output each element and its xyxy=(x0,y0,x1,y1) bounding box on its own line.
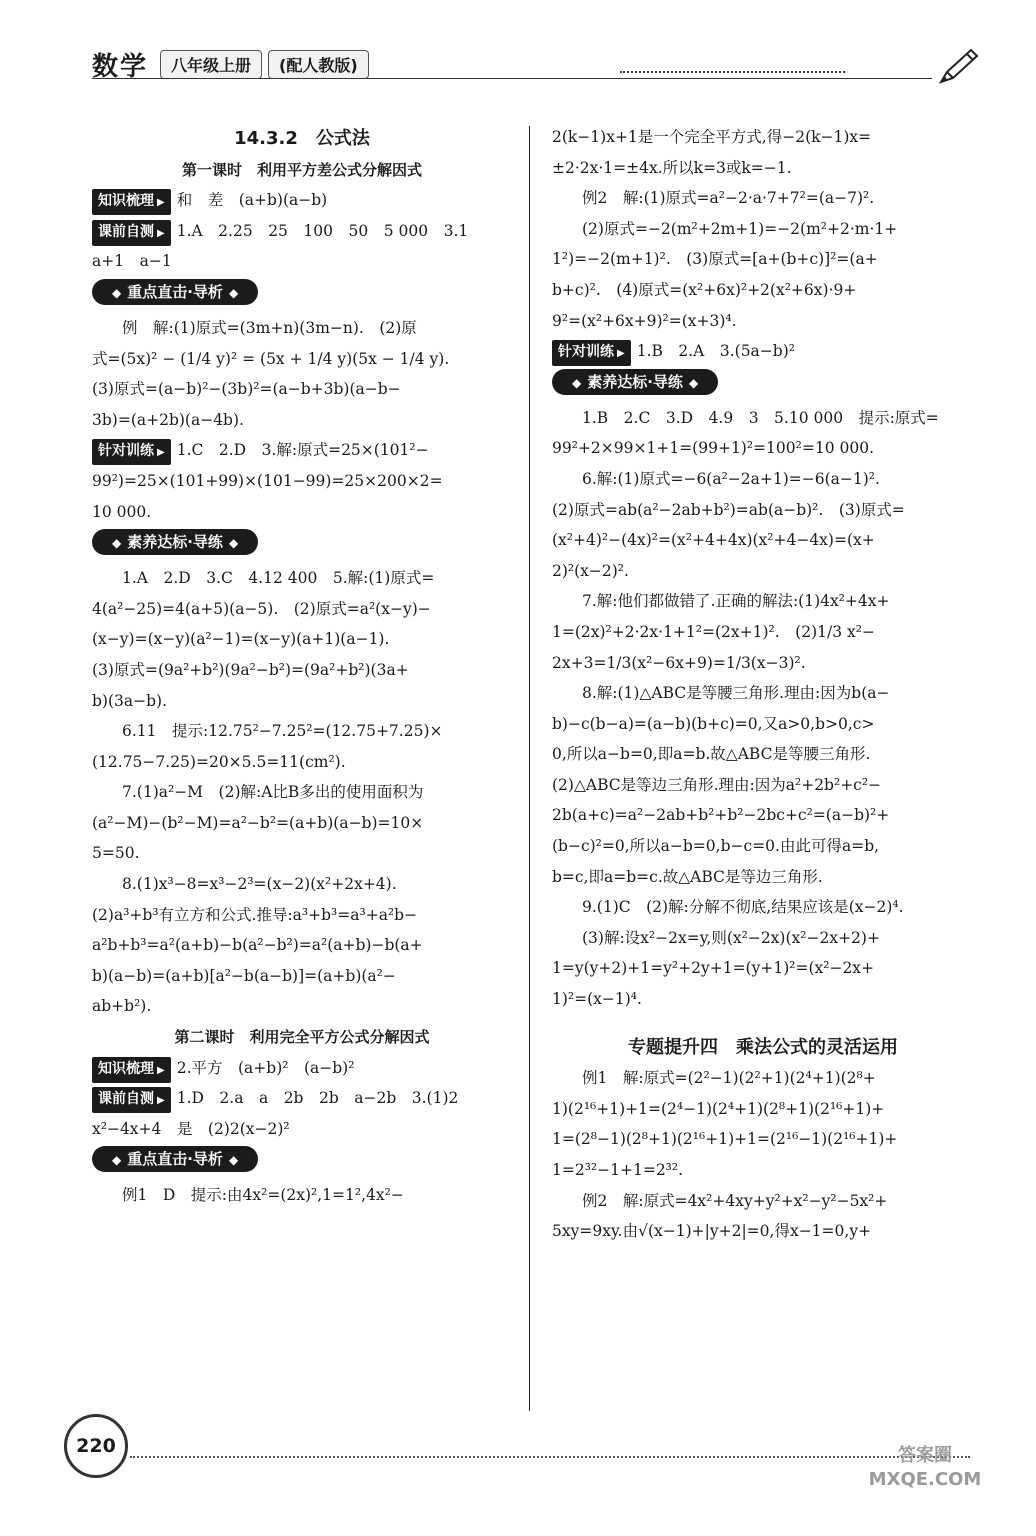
text-line: (b−c)²=0,所以a−b=0,b−c=0.由此可得a=b, xyxy=(552,837,880,856)
text-line: 5=50. xyxy=(92,844,140,863)
text-line: a²b+b³=a²(a+b)−b(a²−b²)=a²(a+b)−b(a+ xyxy=(92,936,423,955)
text-line: 0,所以a−b=0,即a=b.故△ABC是等腰三角形. xyxy=(552,745,871,764)
answer-text: 1.B 2.A 3.(5a−b)² xyxy=(636,342,795,361)
triangle-icon: ▶ xyxy=(157,1064,165,1076)
text-line: 1.B 2.C 3.D 4.9 3 5.10 000 提示:原式= xyxy=(582,408,939,427)
text-line: x²−4x+4 是 (2)2(x−2)² xyxy=(92,1119,290,1138)
text-line: a+1 a−1 xyxy=(92,252,172,271)
text-line: (3)原式=(9a²+b²)(9a²−b²)=(9a²+b²)(3a+ xyxy=(92,660,409,679)
text-line: ab+b²). xyxy=(92,997,152,1016)
diamond-icon: ◆ xyxy=(112,1153,122,1168)
section-banner xyxy=(92,527,512,563)
text-line: 6.11 提示:12.75²−7.25²=(12.75+7.25)× xyxy=(122,722,443,741)
footer-dotted-rule xyxy=(130,1456,970,1458)
section-tag xyxy=(552,340,631,366)
text-line: 1=(2⁸−1)(2⁸+1)(2¹⁶+1)+1=(2¹⁶−1)(2¹⁶+1)+ xyxy=(552,1130,898,1149)
diamond-icon: ◆ xyxy=(572,375,582,390)
text-line: 例 解:(1)原式=(3m+n)(3m−n). (2)原 xyxy=(122,318,417,337)
answer-text: 和 差 (a+b)(a−b) xyxy=(176,191,328,210)
section-tag xyxy=(92,1057,171,1083)
text-line: 1²)=−2(m+1)². (3)原式=[a+(b+c)]²=(a+ xyxy=(552,250,878,269)
text-line: 例2 解:原式=4x²+4xy+y²+x²−y²−5x²+ xyxy=(582,1191,888,1210)
triangle-icon: ▶ xyxy=(617,348,625,360)
tagged-line xyxy=(92,185,512,216)
answer-text: 1.D 2.a a 2b 2b a−2b 3.(1)2 xyxy=(176,1089,459,1108)
section-tag xyxy=(92,439,171,465)
text-line: 例2 解:(1)原式=a²−2·a·7+7²=(a−7)². xyxy=(582,189,875,208)
header-dotted-rule xyxy=(620,71,845,73)
text-line: b)(3a−b). xyxy=(92,691,168,710)
section-tag-label: 知识梳理 xyxy=(98,1060,154,1077)
section-banner xyxy=(92,1144,512,1180)
banner-text: 素养达标·导练 xyxy=(587,372,683,391)
text-line: 1)²=(x−1)⁴. xyxy=(552,990,642,1009)
header-subject: 数学 xyxy=(92,52,149,82)
text-line: (2)原式=ab(a²−2ab+b²)=ab(a−b)². (3)原式= xyxy=(552,500,905,519)
diamond-icon: ◆ xyxy=(688,375,699,390)
watermark-logo: 答案圈 MXQE.COM xyxy=(868,1445,982,1490)
text-line: 9.(1)C (2)解:分解不彻底,结果应该是(x−2)⁴. xyxy=(582,898,904,917)
text-line: 1.A 2.D 3.C 4.12 400 5.解:(1)原式= xyxy=(122,569,435,588)
diamond-icon: ◆ xyxy=(228,536,239,551)
pen-icon xyxy=(937,46,981,86)
page-number: 220 xyxy=(64,1414,128,1478)
tagged-line xyxy=(92,216,512,247)
text-line: 99²)=25×(101+99)×(101−99)=25×200×2= xyxy=(92,471,443,490)
section-tag-label: 课前自测 xyxy=(98,223,154,240)
text-line: 4(a²−25)=4(a+5)(a−5). (2)原式=a²(x−y)− xyxy=(92,599,431,618)
tagged-line xyxy=(92,1083,512,1114)
text-line: (12.75−7.25)=20×5.5=11(cm²). xyxy=(92,752,346,771)
text-line: (x−y)=(x−y)(a²−1)=(x−y)(a+1)(a−1). xyxy=(92,630,390,649)
text-line: (3)解:设x²−2x=y,则(x²−2x)(x²−2x+2)+ xyxy=(582,928,880,947)
right-column xyxy=(552,122,974,1247)
answer-text: 1.A 2.25 25 100 50 5 000 3.1 xyxy=(176,221,469,240)
text-line: 8.解:(1)△ABC是等腰三角形.理由:因为b(a− xyxy=(582,684,890,703)
text-line: 例1 解:原式=(2²−1)(2²+1)(2⁴+1)(2⁸+ xyxy=(582,1069,876,1088)
spacer xyxy=(552,1015,974,1033)
triangle-icon: ▶ xyxy=(157,1095,165,1107)
lesson-title: 第一课时 利用平方差公式分解因式 xyxy=(181,160,422,179)
text-line: ±2·2x·1=±4x.所以k=3或k=−1. xyxy=(552,158,792,177)
diamond-icon: ◆ xyxy=(112,285,122,300)
section-banner-label xyxy=(92,529,258,555)
tagged-line xyxy=(552,336,974,367)
text-line: 99²+2×99×1+1=(99+1)²=100²=10 000. xyxy=(552,439,874,458)
text-line: b)−c(b−a)=(a−b)(b+c)=0,又a>0,b>0,c> xyxy=(552,714,875,733)
section-tag-label: 针对训练 xyxy=(98,443,154,460)
diamond-icon: ◆ xyxy=(112,536,122,551)
column-divider xyxy=(529,126,530,1411)
section-banner xyxy=(552,367,974,403)
text-line: b+c)². (4)原式=(x²+6x)²+2(x²+6x)·9+ xyxy=(552,280,857,299)
banner-text: 重点直击·导析 xyxy=(127,1150,223,1169)
header-rule xyxy=(92,78,932,79)
text-line: 2b(a+c)=a²−2ab+b²+b²−2bc+c²=(a−b)²+ xyxy=(552,806,890,825)
triangle-icon: ▶ xyxy=(157,197,165,209)
page-header xyxy=(92,46,992,96)
text-line: 5xy=9xy.由√(x−1)+|y+2|=0,得x−1=0,y+ xyxy=(552,1222,872,1241)
text-line: 9²=(x²+6x+9)²=(x+3)⁴. xyxy=(552,311,737,330)
banner-text: 素养达标·导练 xyxy=(127,533,223,552)
text-line: 2x+3=1/3(x²−6x+9)=1/3(x−3)². xyxy=(552,653,806,672)
section-title: 14.3.2 公式法 xyxy=(234,128,370,149)
text-line: 1=y(y+2)+1=y²+2y+1=(y+1)²=(x²−2x+ xyxy=(552,959,875,978)
text-line: 1=2³²−1+1=2³². xyxy=(552,1161,684,1179)
text-line: (a²−M)−(b²−M)=a²−b²=(a+b)(a−b)=10× xyxy=(92,813,424,832)
lesson-title: 第二课时 利用完全平方公式分解因式 xyxy=(174,1028,430,1047)
text-line: (2)原式=−2(m²+2m+1)=−2(m²+2·m·1+ xyxy=(582,219,898,238)
text-line: b)(a−b)=(a+b)[a²−b(a−b)]=(a+b)(a²− xyxy=(92,966,396,985)
text-line: (x²+4)²−(4x)²=(x²+4+4x)(x²+4−4x)=(x+ xyxy=(552,531,875,550)
text-line: 7.解:他们都做错了.正确的解法:(1)4x²+4x+ xyxy=(582,592,890,611)
text-line: b=c,即a=b=c.故△ABC是等边三角形. xyxy=(552,867,823,886)
text-line: 2(k−1)x+1是一个完全平方式,得−2(k−1)x= xyxy=(552,128,872,146)
left-column xyxy=(92,124,512,1211)
text-line: 3b)=(a+2b)(a−4b). xyxy=(92,410,244,429)
text-line: (3)原式=(a−b)²−(3b)²=(a−b+3b)(a−b− xyxy=(92,380,401,399)
text-line: 1=(2x)²+2·2x·1+1²=(2x+1)². (2)1/3 x²− xyxy=(552,622,875,641)
triangle-icon: ▶ xyxy=(157,447,165,459)
triangle-icon: ▶ xyxy=(157,227,165,239)
text-line: (2)△ABC是等边三角形.理由:因为a²+2b²+c²− xyxy=(552,775,882,794)
answer-text: 1.C 2.D 3.解:原式=25×(101²− xyxy=(176,441,429,460)
text-line: 6.解:(1)原式=−6(a²−2a+1)=−6(a−1)². xyxy=(582,469,880,488)
section-banner-label xyxy=(552,369,718,395)
text-line: 10 000. xyxy=(92,502,152,521)
header-grade: 八年级上册 xyxy=(160,50,262,79)
section-banner-label xyxy=(92,279,258,305)
section-tag xyxy=(92,189,171,215)
diamond-icon: ◆ xyxy=(228,285,239,300)
text-line: 式=(5x)² − (1/4 y)² = (5x + 1/4 y)(5x − 1/4 y). xyxy=(92,349,450,368)
tagged-line xyxy=(92,435,512,466)
page-number-badge xyxy=(64,1414,128,1478)
text-line: 8.(1)x³−8=x³−2³=(x−2)(x²+2x+4). xyxy=(122,875,397,894)
section-tag xyxy=(92,220,171,246)
text-line: 例1 D 提示:由4x²=(2x)²,1=1²,4x²− xyxy=(122,1186,404,1205)
header-edition: (配人教版) xyxy=(268,50,369,79)
section-tag-label: 针对训练 xyxy=(558,344,614,361)
text-line: 2)²(x−2)². xyxy=(552,561,629,580)
text-line: 1)(2¹⁶+1)+1=(2⁴−1)(2⁴+1)(2⁸+1)(2¹⁶+1)+ xyxy=(552,1099,885,1118)
text-line: (2)a³+b³有立方和公式.推导:a³+b³=a³+a²b− xyxy=(92,905,418,924)
banner-text: 重点直击·导析 xyxy=(127,282,223,301)
answer-text: 2.平方 (a+b)² (a−b)² xyxy=(176,1058,355,1077)
text-line: 7.(1)a²−M (2)解:A比B多出的使用面积为 xyxy=(122,783,424,802)
section-tag-label: 课前自测 xyxy=(98,1091,154,1108)
section-title: 专题提升四 乘法公式的灵活运用 xyxy=(628,1036,898,1058)
section-banner-label xyxy=(92,1146,258,1172)
tagged-line xyxy=(92,1053,512,1084)
section-tag-label: 知识梳理 xyxy=(98,193,154,210)
diamond-icon: ◆ xyxy=(228,1153,239,1168)
section-tag xyxy=(92,1087,171,1113)
section-banner xyxy=(92,277,512,313)
